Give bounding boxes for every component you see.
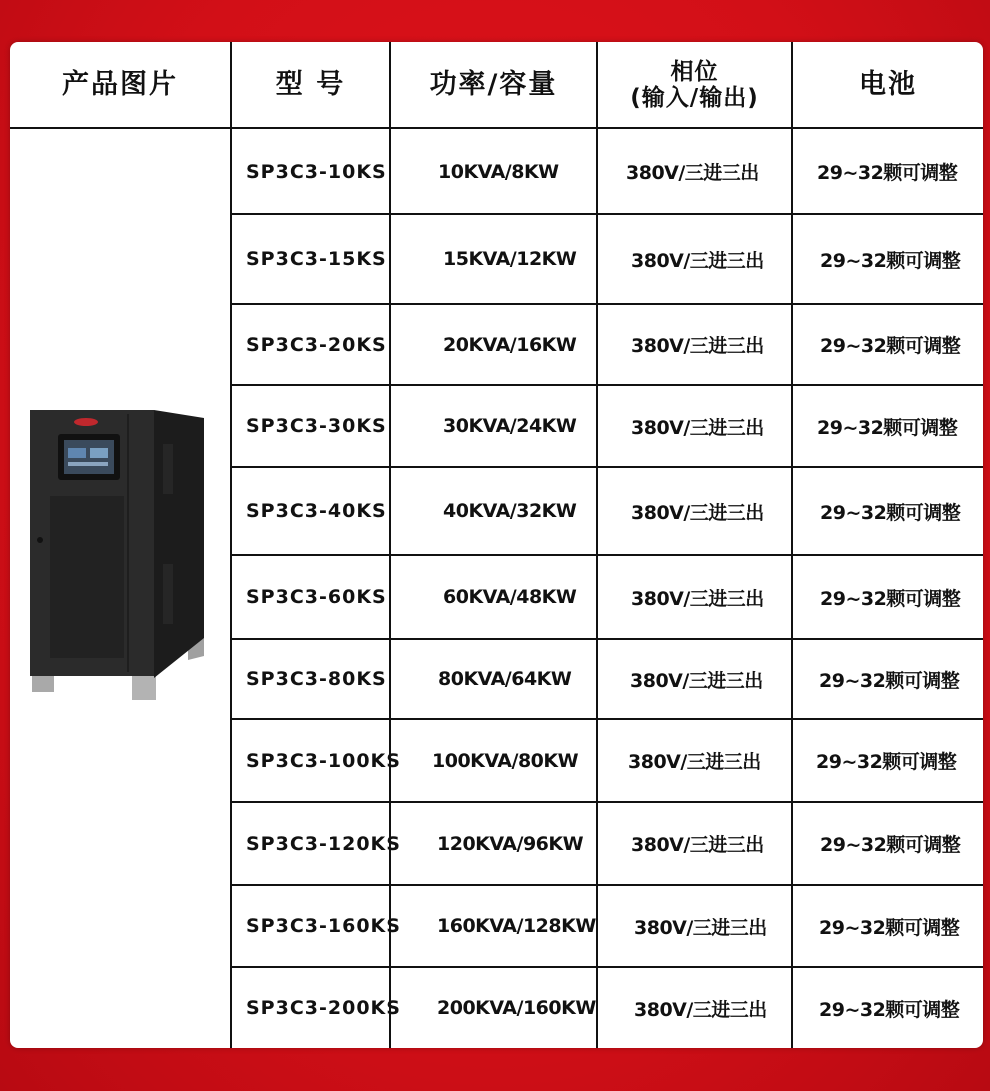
header-phase-line2: (输入/输出) bbox=[630, 85, 759, 111]
row-battery: 29~32颗可调整 bbox=[820, 335, 961, 357]
row-battery: 29~32颗可调整 bbox=[820, 587, 961, 610]
header-battery: 电池 bbox=[859, 69, 917, 101]
header-phase bbox=[598, 42, 791, 128]
ups-cabinet-icon bbox=[28, 404, 208, 704]
row-phase: 380V/三进三出 bbox=[631, 249, 764, 272]
cabinet-side bbox=[154, 410, 204, 678]
row-model: SP3C3-200KS bbox=[246, 997, 401, 1019]
row-phase: 380V/三进三出 bbox=[634, 916, 767, 939]
row-power: 160KVA/128KW bbox=[437, 915, 596, 937]
row-battery: 29~32颗可调整 bbox=[819, 916, 960, 939]
front-vent-grille bbox=[50, 496, 124, 658]
row-model: SP3C3-30KS bbox=[246, 415, 387, 437]
row-battery: 29~32颗可调整 bbox=[820, 249, 961, 272]
row-battery: 29~32颗可调整 bbox=[816, 751, 957, 773]
row-power: 15KVA/12KW bbox=[443, 248, 577, 270]
brand-logo bbox=[74, 418, 98, 426]
row-battery: 29~32颗可调整 bbox=[819, 998, 960, 1021]
row-model: SP3C3-60KS bbox=[246, 586, 387, 608]
row-phase: 380V/三进三出 bbox=[631, 416, 764, 439]
row-power: 80KVA/64KW bbox=[438, 668, 572, 690]
row-battery: 29~32颗可调整 bbox=[820, 501, 961, 524]
row-power: 10KVA/8KW bbox=[438, 160, 559, 183]
row-model: SP3C3-160KS bbox=[246, 915, 401, 937]
row-power: 60KVA/48KW bbox=[443, 586, 577, 608]
row-model: SP3C3-20KS bbox=[246, 333, 387, 356]
row-power: 200KVA/160KW bbox=[437, 997, 596, 1019]
row-model: SP3C3-10KS bbox=[246, 160, 387, 183]
row-phase: 380V/三进三出 bbox=[626, 162, 759, 184]
row-power: 100KVA/80KW bbox=[432, 749, 579, 772]
row-battery: 29~32颗可调整 bbox=[817, 416, 958, 439]
row-phase: 380V/三进三出 bbox=[631, 834, 764, 856]
row-phase: 380V/三进三出 bbox=[631, 587, 764, 610]
row-power: 120KVA/96KW bbox=[437, 832, 584, 855]
row-phase: 380V/三进三出 bbox=[630, 669, 763, 692]
row-model: SP3C3-15KS bbox=[246, 248, 387, 270]
row-model: SP3C3-120KS bbox=[246, 832, 401, 855]
row-battery: 29~32颗可调整 bbox=[819, 669, 960, 692]
spec-table-panel bbox=[10, 42, 983, 1048]
row-phase: 380V/三进三出 bbox=[634, 998, 767, 1021]
row-model: SP3C3-100KS bbox=[246, 749, 401, 772]
row-battery: 29~32颗可调整 bbox=[817, 162, 958, 184]
row-phase: 380V/三进三出 bbox=[628, 751, 761, 773]
door-lock bbox=[37, 537, 43, 543]
header-product-image: 产品图片 bbox=[62, 69, 178, 101]
row-phase: 380V/三进三出 bbox=[631, 335, 764, 357]
row-phase: 380V/三进三出 bbox=[631, 501, 764, 524]
row-model: SP3C3-80KS bbox=[246, 668, 387, 690]
row-power: 20KVA/16KW bbox=[443, 333, 577, 356]
cabinet-foot-right bbox=[132, 672, 156, 700]
header-power: 功率/容量 bbox=[429, 69, 558, 101]
row-power: 30KVA/24KW bbox=[443, 415, 577, 437]
row-battery: 29~32颗可调整 bbox=[820, 834, 961, 856]
row-power: 40KVA/32KW bbox=[443, 500, 577, 522]
row-model: SP3C3-40KS bbox=[246, 500, 387, 522]
header-phase-line1: 相位 bbox=[670, 58, 719, 85]
header-model: 型 号 bbox=[275, 69, 346, 101]
